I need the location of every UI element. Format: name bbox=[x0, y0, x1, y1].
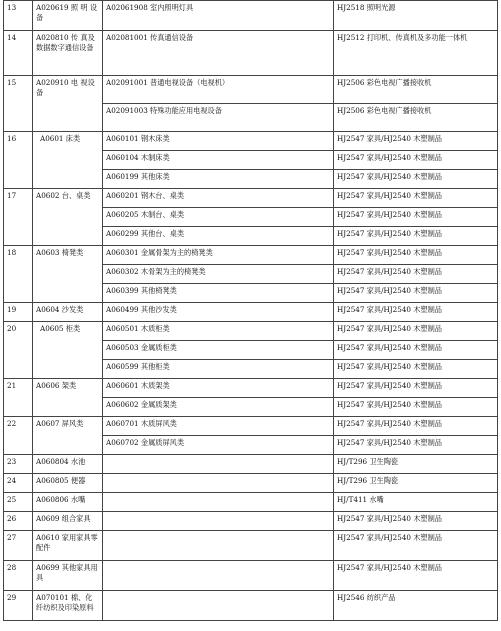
subcategory-cell: A02061908 室内照明灯具 bbox=[103, 1, 334, 31]
table-row bbox=[4, 474, 498, 493]
table-row bbox=[4, 246, 498, 265]
subcategory-cell bbox=[103, 591, 334, 621]
table-row bbox=[4, 531, 498, 561]
row-number-cell: 28 bbox=[4, 561, 33, 591]
standard-cell: HJ2547 家具/HJ2540 木塑制品 bbox=[334, 379, 498, 398]
subcategory-cell: A02091001 普通电视设备（电视机） bbox=[103, 76, 334, 104]
subcategory-cell: A060601 木质架类 bbox=[103, 379, 334, 398]
standard-cell: HJ2547 家具/HJ2540 木塑制品 bbox=[334, 531, 498, 561]
subcategory-cell: A060499 其他沙发类 bbox=[103, 303, 334, 322]
row-number-cell: 24 bbox=[4, 474, 33, 493]
standard-cell: HJ2518 照明光源 bbox=[334, 1, 498, 31]
standard-cell: HJ2547 家具/HJ2540 木塑制品 bbox=[334, 341, 498, 360]
standard-cell: HJ/T296 卫生陶瓷 bbox=[334, 474, 498, 493]
row-number-cell: 16 bbox=[4, 132, 33, 189]
table-row bbox=[4, 132, 498, 151]
category-cell: A060805 便器 bbox=[33, 474, 103, 493]
subcategory-cell bbox=[103, 531, 334, 561]
standard-cell: HJ2547 家具/HJ2540 木塑制品 bbox=[334, 246, 498, 265]
standard-cell: HJ2547 家具/HJ2540 木塑制品 bbox=[334, 512, 498, 531]
subcategory-cell bbox=[103, 512, 334, 531]
category-cell: A060806 水嘴 bbox=[33, 493, 103, 512]
standard-cell: HJ2546 纺织产品 bbox=[334, 591, 498, 621]
standard-cell: HJ2547 家具/HJ2540 木塑制品 bbox=[334, 132, 498, 151]
row-number-cell: 25 bbox=[4, 493, 33, 512]
subcategory-cell: A060599 其他柜类 bbox=[103, 360, 334, 379]
row-number-cell: 23 bbox=[4, 455, 33, 474]
subcategory-cell: A060299 其他台、桌类 bbox=[103, 227, 334, 246]
subcategory-cell: A060702 金属质屏风类 bbox=[103, 436, 334, 455]
row-number-cell: 26 bbox=[4, 512, 33, 531]
category-cell: A0605 柜类 bbox=[33, 322, 103, 379]
category-cell: A0609 组合家具 bbox=[33, 512, 103, 531]
subcategory-cell bbox=[103, 455, 334, 474]
category-cell: A0601 床类 bbox=[33, 132, 103, 189]
category-cell: A0699 其他家具用具 bbox=[33, 561, 103, 591]
category-cell: A020619 照 明 设备 bbox=[33, 1, 103, 31]
table-row bbox=[4, 189, 498, 208]
row-number-cell: 27 bbox=[4, 531, 33, 561]
standard-cell: HJ2547 家具/HJ2540 木塑制品 bbox=[334, 265, 498, 284]
table-row bbox=[4, 417, 498, 436]
standard-cell: HJ2547 家具/HJ2540 木塑制品 bbox=[334, 322, 498, 341]
standard-cell: HJ2547 家具/HJ2540 木塑制品 bbox=[334, 170, 498, 189]
row-number-cell: 20 bbox=[4, 322, 33, 379]
standard-cell: HJ2547 家具/HJ2540 木塑制品 bbox=[334, 360, 498, 379]
standard-cell: HJ/T411 水嘴 bbox=[334, 493, 498, 512]
standard-cell: HJ2547 家具/HJ2540 木塑制品 bbox=[334, 189, 498, 208]
table-row bbox=[4, 493, 498, 512]
category-cell: A0610 家用家具零配件 bbox=[33, 531, 103, 561]
subcategory-cell: A060301 金属骨架为主的椅凳类 bbox=[103, 246, 334, 265]
table-row bbox=[4, 379, 498, 398]
table-row bbox=[4, 322, 498, 341]
subcategory-cell: A02081001 传真通信设备 bbox=[103, 31, 334, 76]
subcategory-cell: A060503 金属质柜类 bbox=[103, 341, 334, 360]
subcategory-cell: A060101 钢木床类 bbox=[103, 132, 334, 151]
row-number-cell: 22 bbox=[4, 417, 33, 455]
standard-cell: HJ2547 家具/HJ2540 木塑制品 bbox=[334, 398, 498, 417]
subcategory-cell: A02091003 特殊功能应用电视设备 bbox=[103, 104, 334, 132]
table-row bbox=[4, 591, 498, 621]
category-cell: A0604 沙发类 bbox=[33, 303, 103, 322]
standard-cell: HJ2547 家具/HJ2540 木塑制品 bbox=[334, 284, 498, 303]
subcategory-cell bbox=[103, 561, 334, 591]
category-cell: A070101 棉、化纤纺织及印染原料 bbox=[33, 591, 103, 621]
subcategory-cell: A060205 木制台、桌类 bbox=[103, 208, 334, 227]
table-row bbox=[4, 76, 498, 104]
standard-cell: HJ2547 家具/HJ2540 木塑制品 bbox=[334, 436, 498, 455]
table-row bbox=[4, 303, 498, 322]
product-standards-table-container bbox=[3, 0, 498, 621]
subcategory-cell: A060501 木质柜类 bbox=[103, 322, 334, 341]
standard-cell: HJ2506 彩色电视广播接收机 bbox=[334, 104, 498, 132]
category-cell: A0606 架类 bbox=[33, 379, 103, 417]
category-cell: A0602 台、桌类 bbox=[33, 189, 103, 246]
table-row bbox=[4, 512, 498, 531]
category-cell: A0603 椅凳类 bbox=[33, 246, 103, 303]
row-number-cell: 13 bbox=[4, 1, 33, 31]
row-number-cell: 14 bbox=[4, 31, 33, 76]
category-cell: A020810 传 真及数据数字通信设备 bbox=[33, 31, 103, 76]
subcategory-cell: A060199 其他床类 bbox=[103, 170, 334, 189]
standard-cell: HJ2506 彩色电视广播接收机 bbox=[334, 76, 498, 104]
row-number-cell: 17 bbox=[4, 189, 33, 246]
table-row bbox=[4, 1, 498, 31]
product-standards-table bbox=[3, 0, 498, 621]
standard-cell: HJ2547 家具/HJ2540 木塑制品 bbox=[334, 208, 498, 227]
subcategory-cell: A060104 木制床类 bbox=[103, 151, 334, 170]
table-row bbox=[4, 31, 498, 76]
category-cell: A060804 水池 bbox=[33, 455, 103, 474]
standard-cell: HJ2547 家具/HJ2540 木塑制品 bbox=[334, 151, 498, 170]
row-number-cell: 19 bbox=[4, 303, 33, 322]
standard-cell: HJ2547 家具/HJ2540 木塑制品 bbox=[334, 561, 498, 591]
subcategory-cell: A060201 钢木台、桌类 bbox=[103, 189, 334, 208]
subcategory-cell: A060602 金属质架类 bbox=[103, 398, 334, 417]
standard-cell: HJ2512 打印机、传真机及多功能一体机 bbox=[334, 31, 498, 76]
row-number-cell: 29 bbox=[4, 591, 33, 621]
row-number-cell: 21 bbox=[4, 379, 33, 417]
standard-cell: HJ2547 家具/HJ2540 木塑制品 bbox=[334, 417, 498, 436]
row-number-cell: 15 bbox=[4, 76, 33, 132]
subcategory-cell bbox=[103, 474, 334, 493]
table-row bbox=[4, 561, 498, 591]
subcategory-cell: A060701 木质屏风类 bbox=[103, 417, 334, 436]
subcategory-cell: A060399 其他椅凳类 bbox=[103, 284, 334, 303]
category-cell: A020910 电 视设备 bbox=[33, 76, 103, 132]
table-row bbox=[4, 455, 498, 474]
standard-cell: HJ2547 家具/HJ2540 木塑制品 bbox=[334, 227, 498, 246]
standard-cell: HJ/T296 卫生陶瓷 bbox=[334, 455, 498, 474]
row-number-cell: 18 bbox=[4, 246, 33, 303]
category-cell: A0607 屏风类 bbox=[33, 417, 103, 455]
standard-cell: HJ2547 家具/HJ2540 木塑制品 bbox=[334, 303, 498, 322]
subcategory-cell: A060302 木骨架为主的椅凳类 bbox=[103, 265, 334, 284]
subcategory-cell bbox=[103, 493, 334, 512]
